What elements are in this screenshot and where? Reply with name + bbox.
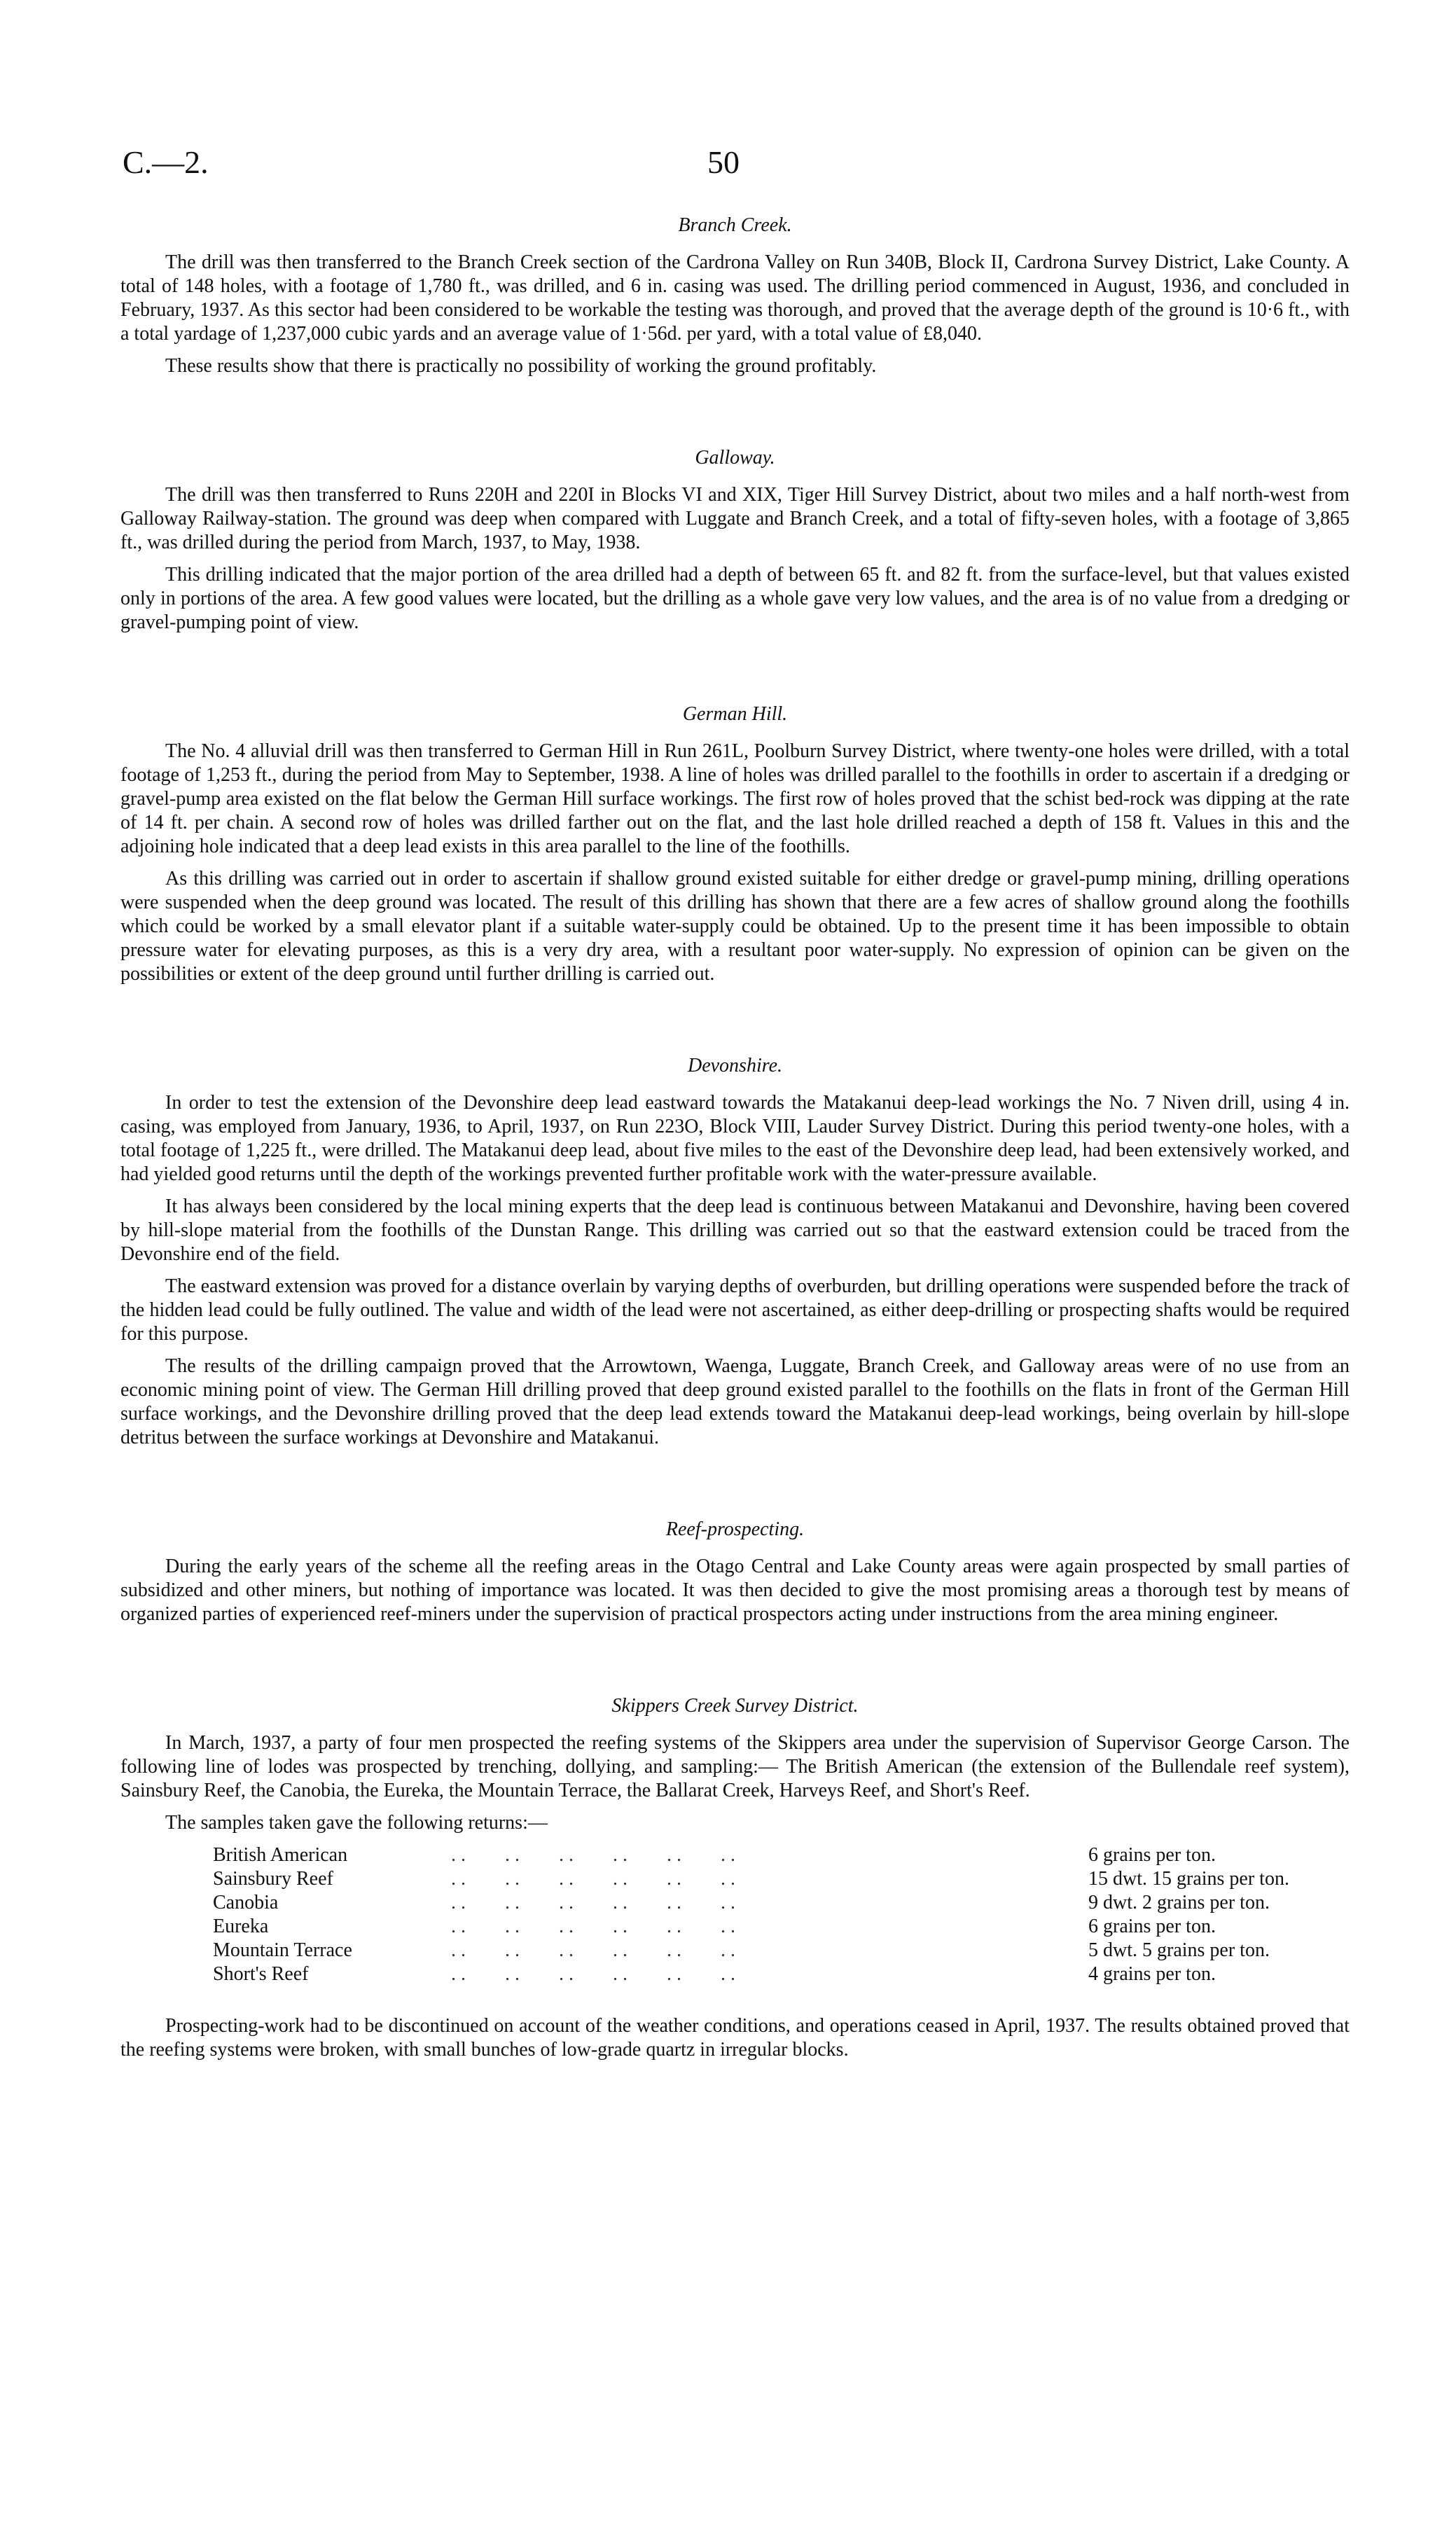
section-heading-branch-creek: Branch Creek. — [678, 214, 792, 236]
paragraph: During the early years of the scheme all the reefing areas in the Otago Central and Lake County areas were again prospected by small parties of subsidized and other miners, but nothing of importance was located. It was then decided to give the most promising areas a thorough test by means of organized parties of experienced reef-miners under the supervision of practical prospectors acting under instructions from the area mining engineer. — [120, 1556, 1350, 1625]
paragraph: It has always been considered by the local mining experts that the deep lead is continuous between Matakanui and Devonshire, having been covered by hill-slope material from the foothills of the Dunstan Range. This drilling was carried out so that the eastward extension could be traced from the Devonshire end of the field. — [120, 1196, 1350, 1265]
dot-leader: . . . . . . . . . . . . — [451, 1844, 775, 1866]
dot-leader: . . . . . . . . . . . . — [451, 1892, 775, 1913]
paragraph: These results show that there is practically no possibility of working the ground profitably. — [165, 355, 877, 377]
paragraph: Prospecting-work had to be discontinued on account of the weather conditions, and operations ceased in April, 1937. The results obtained proved that the reefing systems were broken, with small bunches of low-grade quartz in irregular blocks. — [120, 2015, 1350, 2061]
dot-leader: . . . . . . . . . . . . — [451, 1868, 775, 1890]
returns-row — [213, 1891, 1350, 1915]
section-heading-galloway: Galloway. — [695, 447, 775, 469]
paragraph: The samples taken gave the following returns:— — [165, 1812, 548, 1834]
returns-value: 9 dwt. 2 grains per ton. — [1088, 1892, 1270, 1913]
dot-leader: . . . . . . . . . . . . — [451, 1916, 775, 1937]
returns-value: 5 dwt. 5 grains per ton. — [1088, 1939, 1270, 1961]
section-heading-german-hill: German Hill. — [682, 703, 788, 725]
returns-reef-name: Sainsbury Reef — [213, 1868, 333, 1890]
returns-reef-name: Mountain Terrace — [213, 1939, 352, 1961]
paragraph: The eastward extension was proved for a distance overlain by varying depths of overburden, but drilling operations were suspended before the track of the hidden lead could be fully outlined. The value and width of the lead were not ascertained, as either deep-drilling or prospecting shafts would be required for this purpose. — [120, 1275, 1350, 1345]
returns-row — [213, 1962, 1350, 1986]
returns-row — [213, 1843, 1350, 1867]
page-body — [120, 214, 1350, 2070]
returns-row — [213, 1915, 1350, 1939]
section-heading-skippers-creek: Skippers Creek Survey District. — [611, 1695, 859, 1717]
returns-row — [213, 1867, 1350, 1891]
dot-leader: . . . . . . . . . . . . — [451, 1963, 775, 1985]
returns-table — [213, 1843, 1350, 1986]
paragraph: In order to test the extension of the Devonshire deep lead eastward towards the Matakanui deep-lead workings the No. 7 Niven drill, using 4 in. casing, was employed from January, 1936, to April, 1937, on Run 223O, Block VIII, Lauder Survey District. During this period twenty-one holes, with a total footage of 1,225 ft., were drilled. The Matakanui deep lead, about five miles to the east of the Devonshire deep lead, had been extensively worked, and had yielded good returns until the depth of the workings prevented further profitable work with the water-pressure available. — [120, 1092, 1350, 1185]
paragraph: The drill was then transferred to the Branch Creek section of the Cardrona Valley on Run 340B, Block II, Cardrona Survey District, Lake County. A total of 148 holes, with a footage of 1,780 ft., was drilled, and 6 in. casing was used. The drilling period commenced in August, 1936, and concluded in February, 1937. As this sector had been considered to be workable the testing was thorough, and proved that the average depth of the ground is 10·6 ft., with a total yardage of 1,237,000 cubic yards and an average value of 1·56d. per yard, with a total value of £8,040. — [120, 251, 1350, 345]
dot-leader: . . . . . . . . . . . . — [451, 1939, 775, 1961]
returns-reef-name: Canobia — [213, 1892, 279, 1913]
paragraph: The drill was then transferred to Runs 220H and 220I in Blocks VI and XIX, Tiger Hill Survey District, about two miles and a half north-west from Galloway Railway-station. The ground was deep when compared with Luggate and Branch Creek, and a total of fifty-seven holes, with a footage of 3,865 ft., was drilled during the period from March, 1937, to May, 1938. — [120, 484, 1350, 553]
paragraph: The results of the drilling campaign proved that the Arrowtown, Waenga, Luggate, Branch Creek, and Galloway areas were of no use from an economic mining point of view. The German Hill drilling proved that deep ground existed parallel to the foothills on the flats in front of the German Hill surface workings, and the Devonshire drilling proved that the deep lead extends toward the Matakanui deep-lead workings, being overlain by hill-slope detritus between the surface workings at Devonshire and Matakanui. — [120, 1355, 1350, 1448]
returns-value: 15 dwt. 15 grains per ton. — [1088, 1868, 1289, 1890]
returns-value: 4 grains per ton. — [1088, 1963, 1216, 1985]
returns-row — [213, 1939, 1350, 1962]
returns-value: 6 grains per ton. — [1088, 1916, 1216, 1937]
section-heading-devonshire: Devonshire. — [687, 1055, 783, 1076]
returns-reef-name: Short's Reef — [213, 1963, 309, 1985]
paragraph: The No. 4 alluvial drill was then transferred to German Hill in Run 261L, Poolburn Survey District, where twenty-one holes were drilled, with a total footage of 1,253 ft., during the period from May to September, 1938. A line of holes was drilled parallel to the foothills in order to ascertain if a dredging or gravel-pump area existed on the flat below the German Hill surface workings. The first row of holes proved that the schist bed-rock was dipping at the rate of 14 ft. per chain. A second row of holes was drilled farther out on the flat, and the last hole drilled reached a depth of 158 ft. Values in this and the adjoining hole indicated that a deep lead exists in this area parallel to the line of the foothills. — [120, 740, 1350, 857]
section-heading-reef-prospecting: Reef-prospecting. — [665, 1518, 805, 1540]
paragraph: As this drilling was carried out in order to ascertain if shallow ground existed suitable for either dredge or gravel-pump mining, drilling operations were suspended when the deep ground was located. The result of this drilling has shown that there are a few acres of shallow ground along the foothills which could be worked by a small elevator plant if a suitable water-supply could be obtained. Up to the present time it has been impossible to obtain pressure water for elevating purposes, as this is a very dry area, with a resultant poor water-supply. No expression of opinion can be given on the possibilities or extent of the deep ground until further drilling is carried out. — [120, 868, 1350, 985]
returns-reef-name: British American — [213, 1844, 348, 1866]
returns-value: 6 grains per ton. — [1088, 1844, 1216, 1866]
returns-reef-name: Eureka — [213, 1916, 269, 1937]
document-reference: C.—2. — [123, 144, 209, 180]
page-number: 50 — [707, 144, 740, 180]
paragraph: In March, 1937, a party of four men prospected the reefing systems of the Skippers area under the supervision of Supervisor George Carson. The following line of lodes was prospected by trenching, dollying, and sampling:— The British American (the extension of the Bullendale reef system), Sainsbury Reef, the Canobia, the Eureka, the Mountain Terrace, the Ballarat Creek, Harveys Reef, and Short's Reef. — [120, 1732, 1350, 1801]
paragraph: This drilling indicated that the major portion of the area drilled had a depth of between 65 ft. and 82 ft. from the surface-level, but that values existed only in portions of the area. A few good values were located, but the drilling as a whole gave very low values, and the area is of no value from a dredging or gravel-pumping point of view. — [120, 564, 1350, 633]
